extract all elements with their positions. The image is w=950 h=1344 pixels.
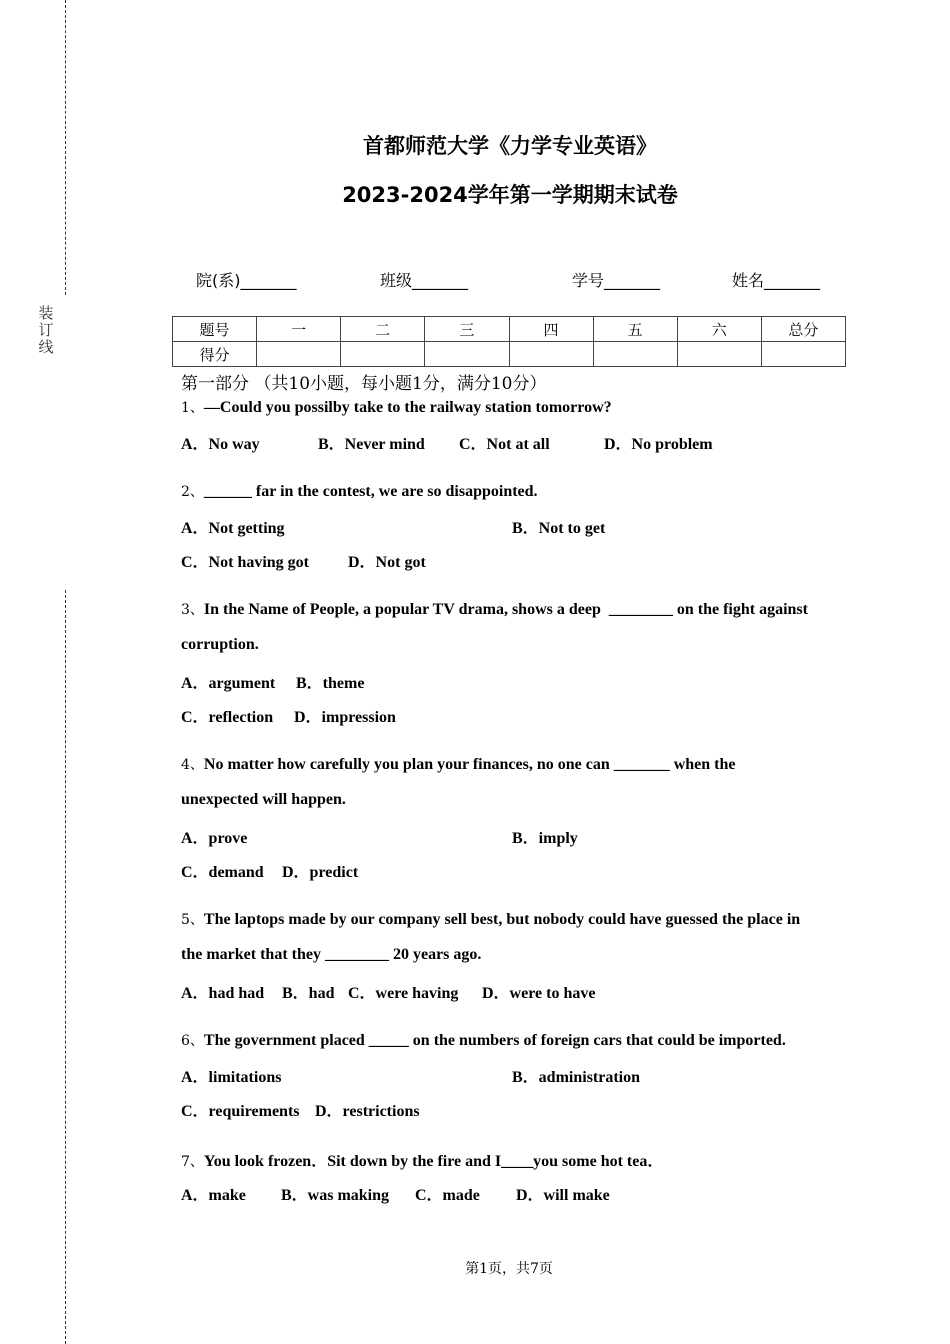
- score-table-header: 总分: [761, 317, 845, 342]
- score-table-header: 五: [593, 317, 677, 342]
- class-field: 班级_______: [380, 271, 469, 290]
- section-heading: 第一部分 （共10小题，每小题1分，满分10分）: [181, 374, 547, 394]
- question-text: ______ far in the contest, we are so disappointed.: [203, 483, 538, 500]
- score-table-header: 一: [257, 317, 341, 342]
- score-table: [172, 316, 846, 367]
- score-table-header: 二: [341, 317, 425, 342]
- question-text: The government placed _____ on the numbers of foreign cars that could be imported.: [203, 1032, 786, 1049]
- exam-title-line1: 首都师范大学《力学专业英语》: [363, 134, 657, 158]
- q4-option-d: D．predict: [282, 864, 359, 881]
- question-number: 3、: [181, 602, 204, 618]
- q1-option-b: B．Never mind: [318, 436, 425, 453]
- q7-option-c: C．made: [415, 1187, 480, 1204]
- question-number: 6、: [181, 1033, 204, 1049]
- q6-option-d: D．restrictions: [315, 1103, 420, 1120]
- q4-option-b: B．imply: [512, 830, 578, 847]
- score-row-label: 得分: [173, 342, 257, 367]
- question-text: The laptops made by our company sell best, but nobody could have guessed the place in: [203, 911, 801, 928]
- q1-option-c: C．Not at all: [459, 436, 550, 453]
- q7-option-b: B．was making: [281, 1187, 390, 1204]
- score-table-header: 四: [509, 317, 593, 342]
- binding-line-bottom: [65, 590, 66, 1344]
- q1-option-a: A．No way: [181, 436, 260, 453]
- student-id-field: 学号_______: [572, 271, 661, 290]
- q5-option-a: A．had had: [181, 985, 265, 1002]
- question-text: You look frozen．Sit down by the fire and I____you some hot tea．: [203, 1153, 664, 1170]
- question-2: [181, 481, 538, 501]
- question-6: [181, 1030, 786, 1050]
- question-number: 2、: [181, 484, 204, 500]
- question-text: In the Name of People, a popular TV drama, shows a deep ________ on the fight against: [203, 601, 808, 618]
- question-number: 1、: [181, 400, 204, 416]
- question-7: [181, 1148, 663, 1171]
- q2-option-b: B．Not to get: [512, 520, 606, 537]
- q3-option-d: D．impression: [294, 709, 396, 726]
- score-table-header: 六: [677, 317, 761, 342]
- page-number: 第1页，共7页: [465, 1261, 553, 1277]
- score-cell: [761, 342, 845, 367]
- question-number: 5、: [181, 912, 204, 928]
- q2-option-c: C．Not having got: [181, 554, 310, 571]
- q6-option-c: C．requirements: [181, 1103, 300, 1120]
- q4-option-c: C．demand: [181, 864, 264, 881]
- score-cell: [257, 342, 341, 367]
- q7-option-d: D．will make: [516, 1187, 610, 1204]
- q7-option-a: A．make: [181, 1187, 246, 1204]
- question-3: [181, 599, 808, 619]
- q3-option-c: C．reflection: [181, 709, 274, 726]
- question-1: [181, 397, 612, 417]
- q6-option-a: A．limitations: [181, 1069, 282, 1086]
- question-text: —Could you possilby take to the railway station tomorrow?: [203, 399, 612, 416]
- q6-option-b: B．administration: [512, 1069, 641, 1086]
- question-4-continued: unexpected will happen.: [181, 791, 346, 808]
- score-table-header: 三: [425, 317, 509, 342]
- score-cell: [593, 342, 677, 367]
- score-cell: [341, 342, 425, 367]
- question-number: 4、: [181, 757, 204, 773]
- score-table-score-row: [173, 342, 846, 367]
- binding-label: 装 订 线: [38, 304, 54, 356]
- score-table-header: 题号: [173, 317, 257, 342]
- question-5: [181, 909, 800, 929]
- score-cell: [677, 342, 761, 367]
- question-4: [181, 754, 736, 774]
- exam-title-line2: 2023-2024学年第一学期期末试卷: [342, 183, 678, 207]
- score-cell: [425, 342, 509, 367]
- score-cell: [509, 342, 593, 367]
- q2-option-a: A．Not getting: [181, 520, 285, 537]
- q5-option-c: C．were having: [348, 985, 459, 1002]
- question-3-continued: corruption.: [181, 636, 259, 653]
- q4-option-a: A．prove: [181, 830, 248, 847]
- q3-option-b: B．theme: [296, 675, 365, 692]
- department-field: 院(系)_______: [196, 271, 297, 290]
- q2-option-d: D．Not got: [348, 554, 426, 571]
- q5-option-d: D．were to have: [482, 985, 596, 1002]
- question-5-continued: the market that they ________ 20 years ago.: [181, 946, 482, 963]
- name-field: 姓名_______: [732, 271, 821, 290]
- q3-option-a: A．argument: [181, 675, 276, 692]
- q1-option-d: D．No problem: [604, 436, 713, 453]
- q5-option-b: B．had: [282, 985, 335, 1002]
- question-text: No matter how carefully you plan your finances, no one can _______ when the: [203, 756, 736, 773]
- score-table-header-row: [173, 317, 846, 342]
- question-number: 7、: [181, 1154, 204, 1170]
